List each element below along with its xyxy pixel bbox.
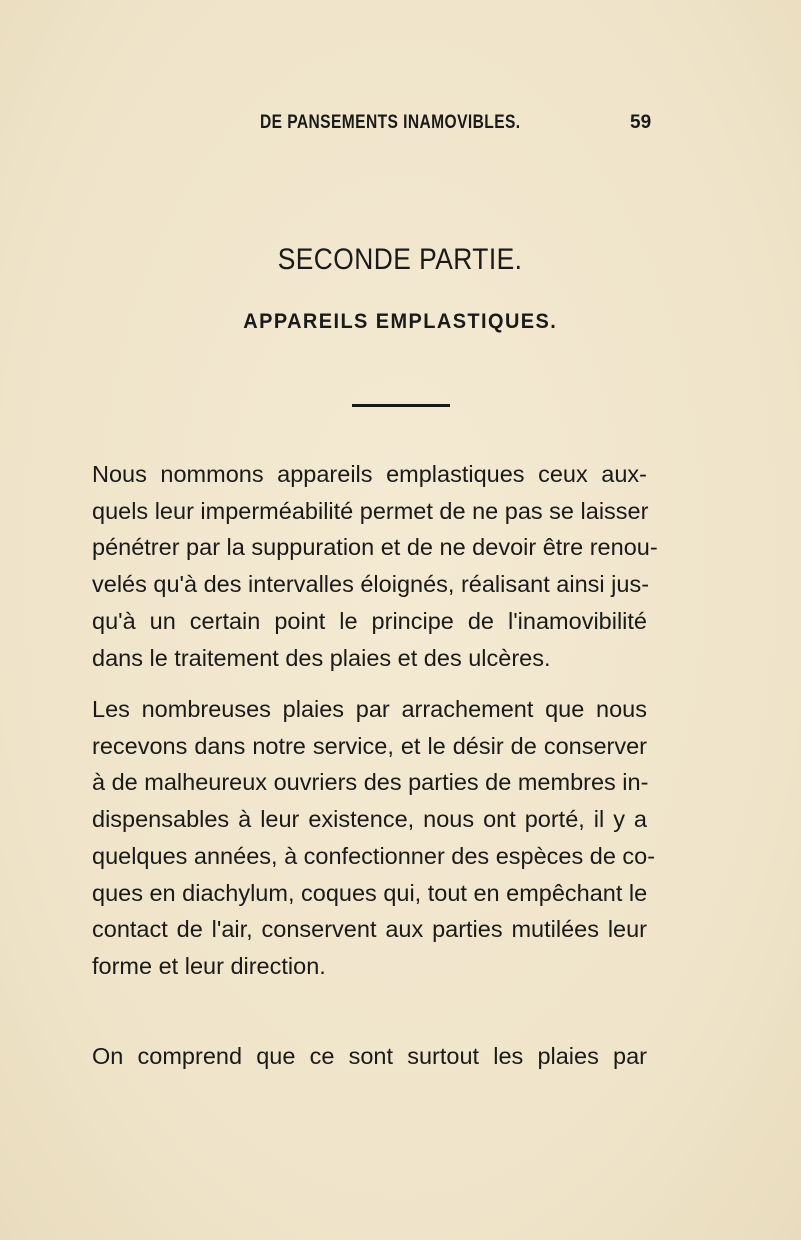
text-line: forme et leur direction.: [92, 952, 326, 979]
running-head: [0, 112, 801, 142]
section-title: [0, 310, 801, 334]
text-line: ques en diachylum, coques qui, tout en empêchant le: [92, 879, 648, 906]
page-number: 59: [630, 112, 652, 133]
text-line: velés qu'à des intervalles éloignés, réalisant ainsi jus-: [92, 571, 650, 598]
text-line: Nous nommons appareils emplastiques ceux aux-: [92, 461, 647, 487]
text-line: On comprend que ce sont surtout les plaies par: [92, 1043, 647, 1069]
text-line: à de malheureux ouvriers des parties de membres in-: [92, 769, 649, 796]
section-divider: [352, 404, 450, 407]
text-line: qu'à un certain point le principe de l'inamovibilité: [92, 607, 647, 634]
text-line: recevons dans notre service, et le désir de conserver: [92, 732, 647, 759]
text-line: quelques années, à confectionner des espèces de co-: [92, 842, 656, 869]
text-line: contact de l'air, conservent aux parties mutilées leur: [92, 916, 647, 943]
running-title: DE PANSEMENTS INAMOVIBLES.: [260, 112, 521, 133]
text-line: dispensables à leur existence, nous ont porté, il y a: [92, 806, 647, 833]
part-title: [0, 243, 801, 277]
section-title-text: APPAREILS EMPLASTIQUES.: [243, 310, 558, 333]
text-line: quels leur imperméabilité permet de ne pas se laisser: [92, 497, 649, 524]
paragraph-3: [92, 1038, 647, 1075]
text-line: dans le traitement des plaies et des ulcères.: [92, 644, 551, 671]
paragraph-2: [92, 691, 656, 985]
part-title-text: SECONDE PARTIE.: [278, 243, 523, 276]
paragraph-1: [92, 456, 658, 676]
text-line: pénétrer par la suppuration et de ne devoir être renou-: [92, 534, 658, 561]
text-line: Les nombreuses plaies par arrachement que nous: [92, 696, 647, 722]
